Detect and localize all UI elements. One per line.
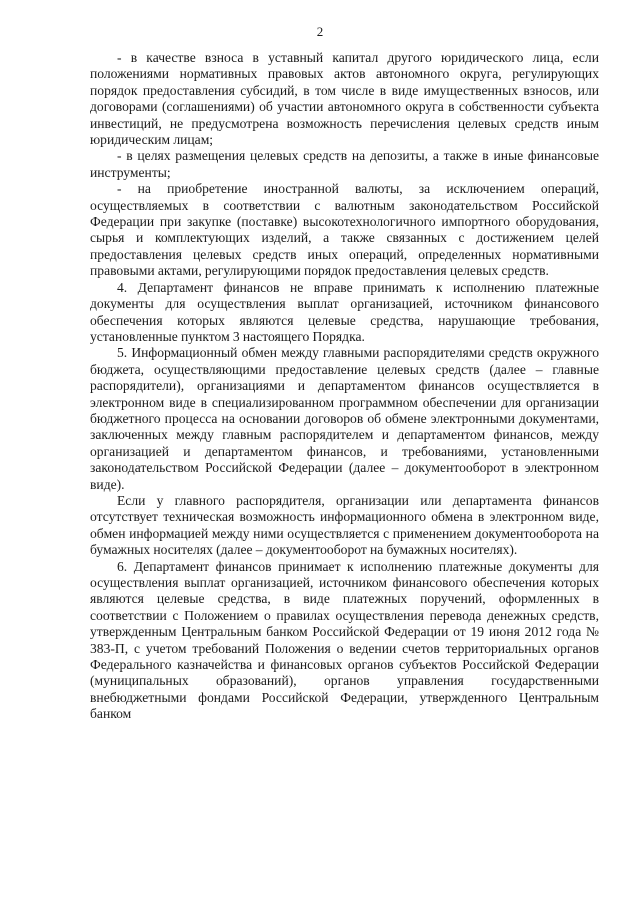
paragraph-paper-workflow: Если у главного распорядителя, организации или департамента финансов отсутствует техническая возможность информационного обмена в электронном виде, обмен информацией между ними осуществляется с применением документооборота на бумажных носителях (далее – документооборот на бумажных носителях). (90, 492, 599, 558)
paragraph-item-4: 4. Департамент финансов не вправе принимать к исполнению платежные документы для осуществления выплат организацией, источником финансового обеспечения которых являются целевые средства, нарушающие требования, установленные пунктом 3 настоящего Порядка. (90, 279, 599, 344)
page-number: 2 (316, 24, 324, 39)
document-body (90, 50, 599, 723)
paragraph-item-5: 5. Информационный обмен между главными распорядителями средств окружного бюджета, осуществляющими предоставление целевых средств (далее – главные распорядители), организациями и департаментом финансов осуществляется в электронном виде в специализированном программном обеспечении для организации бюджетного процесса на основании договоров об обмене электронными документами, заключенных между главным распорядителем и департаментом финансов, между организацией и департаментом финансов, и требованиями, установленными законодательством Российской Федерации (далее – документооборот в электронном виде). (90, 345, 599, 492)
paragraph-contribution-clause: - в качестве взноса в уставный капитал другого юридического лица, если положениями нормативных правовых актов автономного округа, регулирующих порядок предоставления субсидий, в том числе в виде имущественных взносов, или договорами (соглашениями) об участии автономного округа в собственности субъекта инвестиций, не предусмотрена возможность перечисления целевых средств иным юридическим лицам; (90, 50, 599, 148)
paragraph-item-6: 6. Департамент финансов принимает к исполнению платежные документы для осуществления выплат организацией, источником финансового обеспечения которых являются целевые средства, в виде платежных поручений, оформленных в соответствии с Положением о правилах осуществления перевода денежных средств, утвержденным Центральным банком Российской Федерации от 19 июня 2012 года № 383-П, с учетом требований Положения о ведении счетов территориальных органов Федерального казначейства и финансовых органов субъектов Российской Федерации (муниципальных образований), органов управления государственными внебюджетными фондами Российской Федерации, утвержденного Центральным банком (90, 558, 599, 722)
paragraph-deposit-clause: - в целях размещения целевых средств на депозиты, а также в иные финансовые инструменты; (90, 148, 599, 180)
paragraph-foreign-currency-clause: - на приобретение иностранной валюты, за исключением операций, осуществляемых в соответствии с валютным законодательством Российской Федерации при закупке (поставке) высокотехнологичного импортного оборудования, сырья и комплектующих изделий, а также связанных с достижением целей предоставления целевых средств иных операций, определенных нормативными правовыми актами, регулирующими порядок предоставления целевых средств. (90, 181, 599, 279)
